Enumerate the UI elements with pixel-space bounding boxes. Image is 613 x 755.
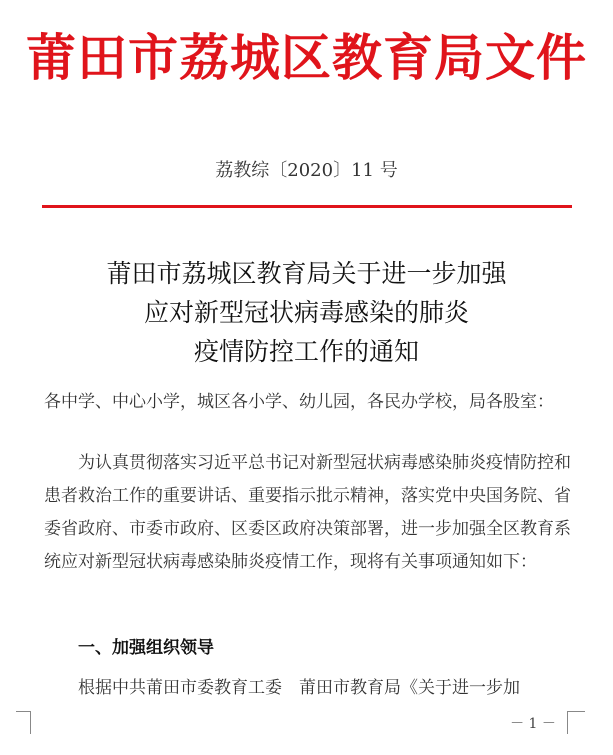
document-masthead: 莆田市荔城区教育局文件 xyxy=(26,28,587,87)
crop-mark-bottom-left-vertical xyxy=(30,712,31,734)
crop-mark-bottom-right-vertical xyxy=(567,712,568,734)
title-line-1: 莆田市荔城区教育局关于进一步加强 xyxy=(106,259,507,288)
document-number: 荔教综〔2020〕11 号 xyxy=(215,160,398,181)
body-paragraph-2: 根据中共莆田市委教育工委 莆田市教育局《关于进一步加 xyxy=(78,678,520,698)
title-line-2: 应对新型冠状病毒感染的肺炎 xyxy=(143,298,469,327)
crop-mark-bottom-right-horizontal xyxy=(567,711,585,712)
red-divider-line xyxy=(42,205,572,208)
page-number: － 1 － xyxy=(510,716,556,732)
crop-mark-bottom-left-horizontal xyxy=(16,711,31,712)
section-heading-1: 一、加强组织领导 xyxy=(78,638,214,658)
addressee: 各中学、中心小学，城区各小学、幼儿园，各民办学校，局各股室： xyxy=(44,392,554,412)
body-paragraph-1: 为认真贯彻落实习近平总书记对新型冠状病毒感染肺炎疫情防控和患者救治工作的重要讲话、重要指示批示精神，落实党中央国务院、省委省政府、市委市政府、区委区政府决策部署，进一步加强全区教育系统应对新型冠状病毒感染肺炎疫情工作，现将有关事项通知如下： xyxy=(44,453,571,572)
document-title xyxy=(0,254,613,371)
title-line-3: 疫情防控工作的通知 xyxy=(193,337,419,366)
